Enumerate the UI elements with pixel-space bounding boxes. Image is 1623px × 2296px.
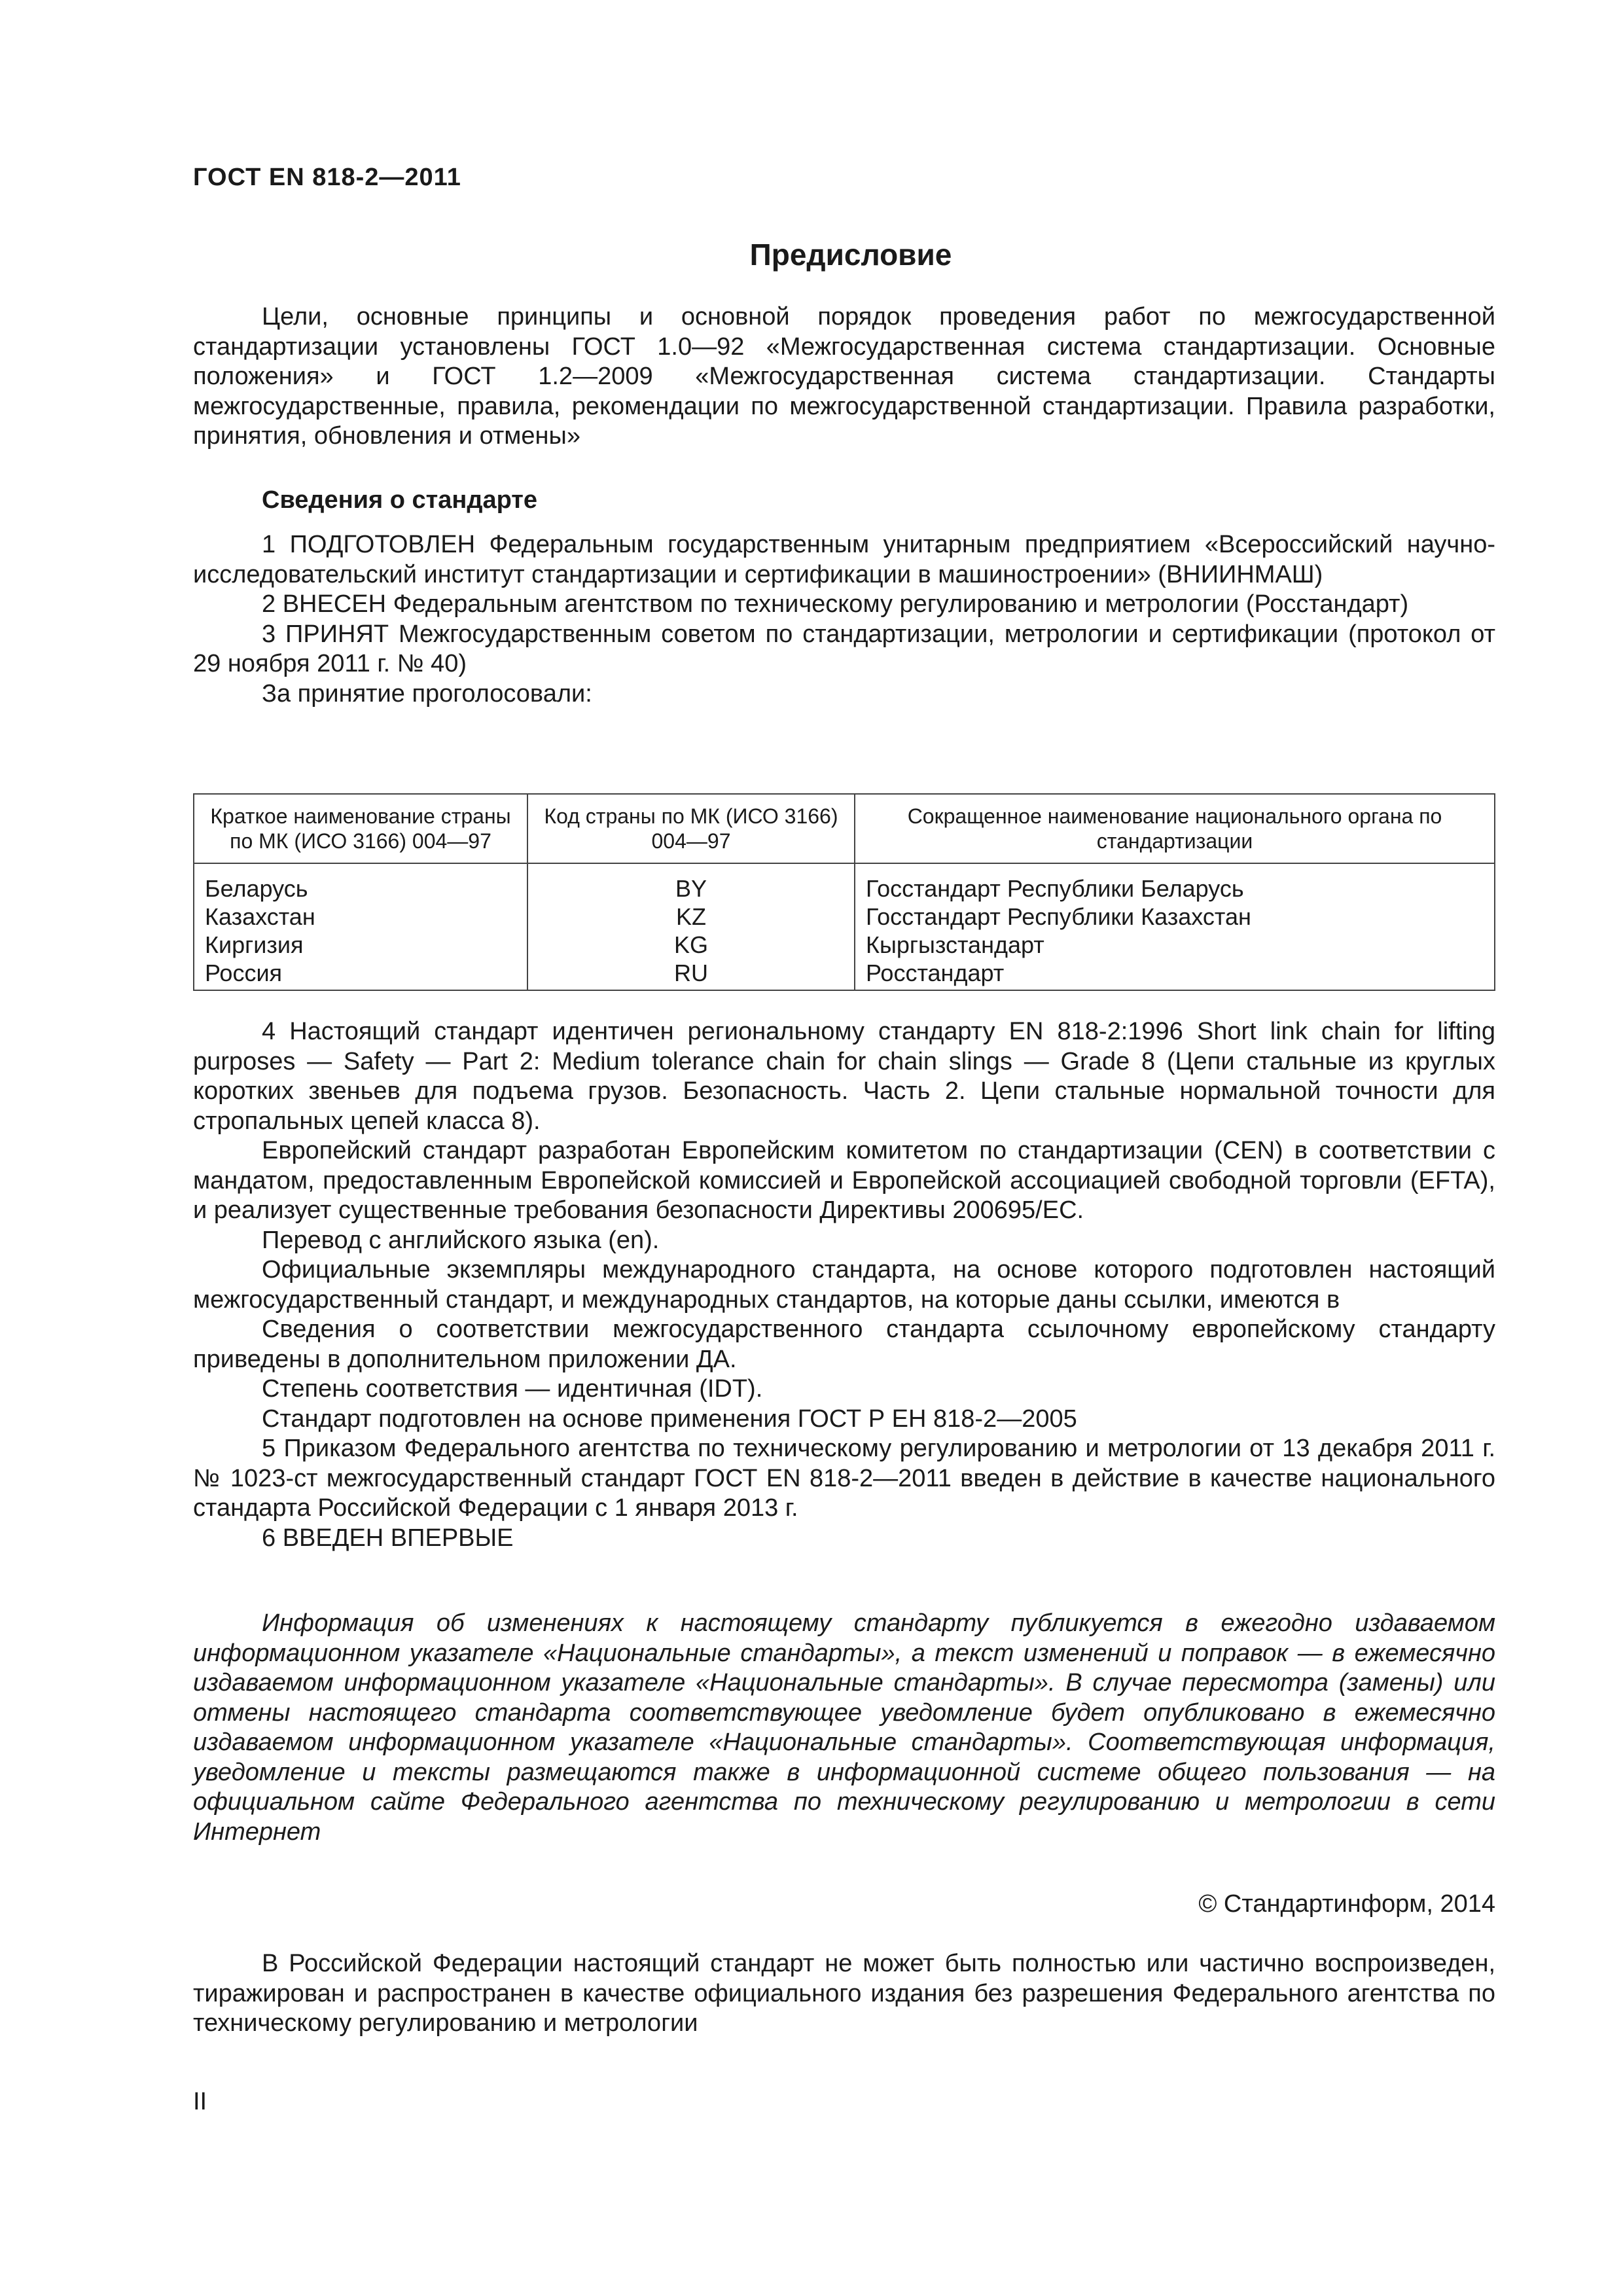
page-title: Предисловие <box>749 238 952 272</box>
intro-section <box>193 302 1495 452</box>
info-item-5: 5 Приказом Федерального агентства по техническому регулированию и метрологии от 13 декабря 2011 г. № 1023-ст межгосударственный стандарт ГОСТ EN 818-2—2011 введен в действие в качестве национального стандарта Российской Федерации с 1 января 2013 г. <box>193 1435 1495 1522</box>
european-standard-note: Европейский стандарт разработан Европейским комитетом по стандартизации (CEN) в соответствии с мандатом, предоставленным Европейской комиссией и Европейской ассоциацией свободной торговли (EFTA), и реализует существенные требования безопасности Директивы 200695/ЕС. <box>193 1137 1495 1224</box>
details-section <box>193 1017 1495 1553</box>
column-header-country: Краткое наименование страны по МК (ИСО 3166) 004—97 <box>194 794 527 863</box>
cell-code: KG <box>527 931 855 959</box>
table-header-row <box>194 794 1495 863</box>
conformity-info-note: Сведения о соответствии межгосударственного стандарта ссылочному европейскому стандарту приведены в дополнительном приложении ДА. <box>193 1316 1495 1373</box>
cell-body: Госстандарт Республики Казахстан <box>855 903 1495 931</box>
info-heading: Сведения о стандарте <box>262 486 538 514</box>
translation-note: Перевод с английского языка (en). <box>262 1226 660 1254</box>
conformity-degree-note: Степень соответствия — идентичная (IDT). <box>262 1375 763 1403</box>
info-item-2: 2 ВНЕСЕН Федеральным агентством по техническому регулированию и метрологии (Росстандарт) <box>262 590 1409 618</box>
column-header-body: Сокращенное наименование национального органа по стандартизации <box>855 794 1495 863</box>
column-header-code: Код страны по МК (ИСО 3166) 004—97 <box>527 794 855 863</box>
basis-note: Стандарт подготовлен на основе применения ГОСТ Р ЕН 818-2—2005 <box>262 1405 1077 1433</box>
table-row <box>194 959 1495 990</box>
page-number: II <box>193 2088 207 2115</box>
standard-code: ГОСТ EN 818-2—2011 <box>193 164 461 191</box>
intro-paragraph: Цели, основные принципы и основной порядок проведения работ по межгосударственной стандартизации установлены ГОСТ 1.0—92 «Межгосударственная система стандартизации. Основные положения» и ГОСТ 1.2—2009 «Межгосударственная система стандартизации. Стандарты межгосударственные, правила, рекомендации по межгосударственной стандартизации. Правила разработки, принятия, обновления и отмены» <box>193 303 1495 450</box>
info-section-heading-wrap <box>193 486 1495 516</box>
cell-code: BY <box>527 863 855 903</box>
cell-body: Росстандарт <box>855 959 1495 990</box>
votes-intro: За принятие проголосовали: <box>262 679 592 708</box>
votes-table <box>193 793 1495 991</box>
cell-country: Беларусь <box>194 863 527 903</box>
official-copies-note: Официальные экземпляры международного стандарта, на основе которого подготовлен настоящий межгосударственный стандарт, и международных стандартов, на которые даны ссылки, имеются в <box>193 1256 1495 1314</box>
info-item-4: 4 Настоящий стандарт идентичен региональному стандарту EN 818-2:1996 Short link chain for lifting purposes — Safety — Part 2: Medium tolerance chain for chain slings — Grade 8 (Цепи стальные из круглых коротких звеньев для подъема грузов. Безопасность. Часть 2. Цепи стальные нормальной точности для стропальных цепей класса 8). <box>193 1018 1495 1135</box>
table-row <box>194 903 1495 931</box>
copyright-line: © Стандартинформ, 2014 <box>1198 1890 1495 1918</box>
cell-code: RU <box>527 959 855 990</box>
info-item-1: 1 ПОДГОТОВЛЕН Федеральным государственным унитарным предприятием «Всероссийский научно-исследовательский институт стандартизации и сертификации в машиностроении» (ВНИИНМАШ) <box>193 531 1495 588</box>
cell-body: Госстандарт Республики Беларусь <box>855 863 1495 903</box>
reproduction-notice-section <box>193 1949 1495 2039</box>
cell-body: Кыргызстандарт <box>855 931 1495 959</box>
cell-country: Киргизия <box>194 931 527 959</box>
reproduction-notice: В Российской Федерации настоящий стандарт не может быть полностью или частично воспроизведен, тиражирован и распространен в качестве официального издания без разрешения Федерального агентства по техническому регулированию и метрологии <box>193 1950 1495 2037</box>
changes-notice: Информация об изменениях к настоящему стандарту публикуется в ежегодно издаваемом информационном указателе «Национальные стандарты», а текст изменений и поправок — в ежемесячно издаваемом информационном указателе «Национальные стандарты». В случае пересмотра (замены) или отмены настоящего стандарта соответствующее уведомление будет опубликовано в ежемесячно издаваемом информационном указателе «Национальные стандарты». Соответствующая информация, уведомление и тексты размещаются также в информационной системе общего пользования — на официальном сайте Федерального агентства по техническому регулированию и метрологии в сети Интернет <box>193 1609 1495 1846</box>
info-item-6: 6 ВВЕДЕН ВПЕРВЫЕ <box>262 1524 514 1552</box>
info-item-3: 3 ПРИНЯТ Межгосударственным советом по стандартизации, метрологии и сертификации (протокол от 29 ноября 2011 г. № 40) <box>193 620 1495 677</box>
cell-country: Россия <box>194 959 527 990</box>
cell-code: KZ <box>527 903 855 931</box>
info-list <box>193 530 1495 709</box>
cell-country: Казахстан <box>194 903 527 931</box>
table-row <box>194 931 1495 959</box>
table-row <box>194 863 1495 903</box>
changes-notice-section <box>193 1609 1495 1847</box>
